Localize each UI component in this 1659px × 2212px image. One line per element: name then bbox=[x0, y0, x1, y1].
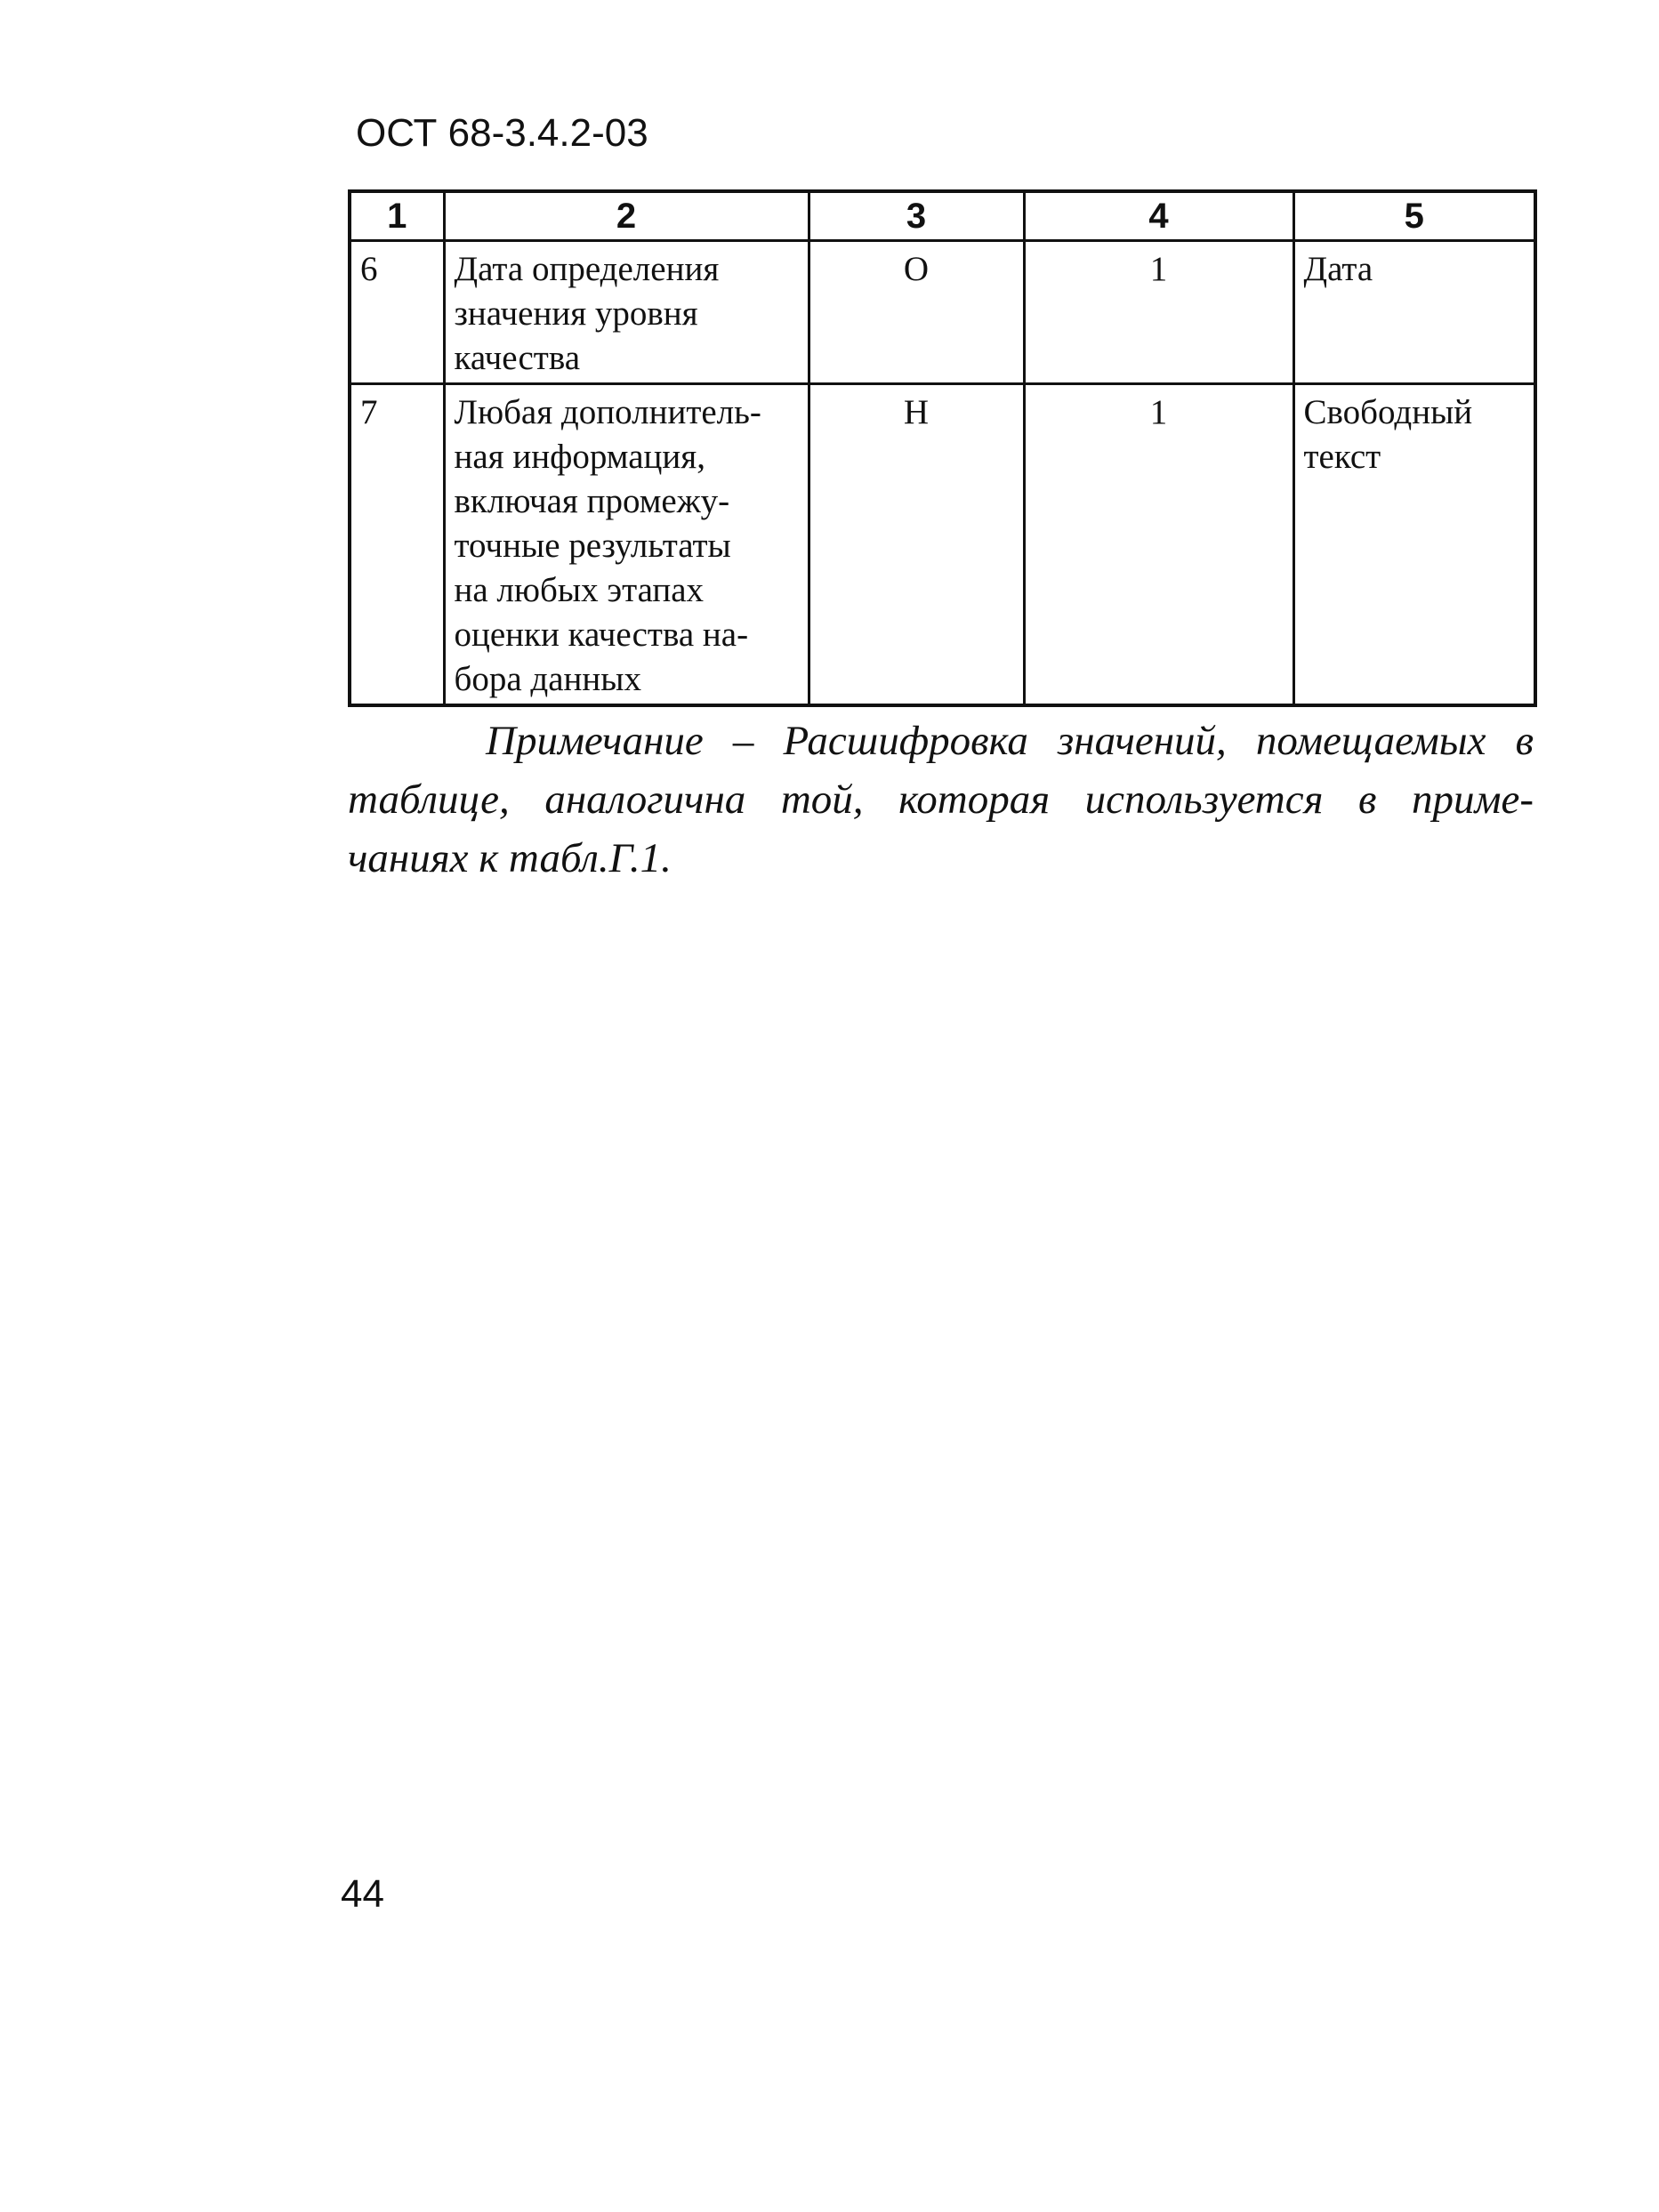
type-line: Свободный bbox=[1303, 393, 1473, 431]
description-cell bbox=[444, 384, 809, 706]
row-number-cell: 6 bbox=[350, 241, 444, 384]
description-line: включая промежу- bbox=[454, 482, 730, 520]
table-row bbox=[350, 241, 1535, 384]
description-cell bbox=[444, 241, 809, 384]
column-header-4: 4 bbox=[1024, 191, 1293, 241]
type-cell bbox=[1293, 384, 1535, 706]
description-line: бора данных bbox=[454, 660, 642, 698]
note-line: чаниях к табл.Г.1. bbox=[348, 835, 672, 881]
description-line: качества bbox=[454, 339, 581, 377]
table-note bbox=[348, 712, 1534, 888]
description-line: оценки качества на- bbox=[454, 615, 749, 654]
description-line: ная информация, bbox=[454, 438, 705, 476]
table-header-row bbox=[350, 191, 1535, 241]
type-line: текст bbox=[1303, 438, 1381, 476]
type-line: Дата bbox=[1303, 250, 1373, 288]
note-line: Примечание – Расшифровка значений, помещаемых в bbox=[486, 718, 1534, 764]
column-header-5: 5 bbox=[1293, 191, 1535, 241]
obligation-cell: О bbox=[809, 241, 1024, 384]
document-code: ОСТ 68-3.4.2-03 bbox=[356, 111, 648, 155]
multiplicity-cell: 1 bbox=[1024, 384, 1293, 706]
description-line: точные результаты bbox=[454, 527, 731, 565]
data-table bbox=[348, 189, 1537, 707]
note-line: таблице, аналогична той, которая используется в приме- bbox=[348, 776, 1534, 823]
column-header-2: 2 bbox=[444, 191, 809, 241]
row-number-cell: 7 bbox=[350, 384, 444, 706]
multiplicity-cell: 1 bbox=[1024, 241, 1293, 384]
description-line: на любых этапах bbox=[454, 571, 705, 609]
column-header-3: 3 bbox=[809, 191, 1024, 241]
description-line: Дата определения bbox=[454, 250, 720, 288]
description-line: значения уровня bbox=[454, 294, 698, 333]
type-cell bbox=[1293, 241, 1535, 384]
column-header-1: 1 bbox=[350, 191, 444, 241]
description-line: Любая дополнитель- bbox=[454, 393, 761, 431]
obligation-cell: Н bbox=[809, 384, 1024, 706]
page-number: 44 bbox=[341, 1872, 384, 1916]
table-row bbox=[350, 384, 1535, 706]
